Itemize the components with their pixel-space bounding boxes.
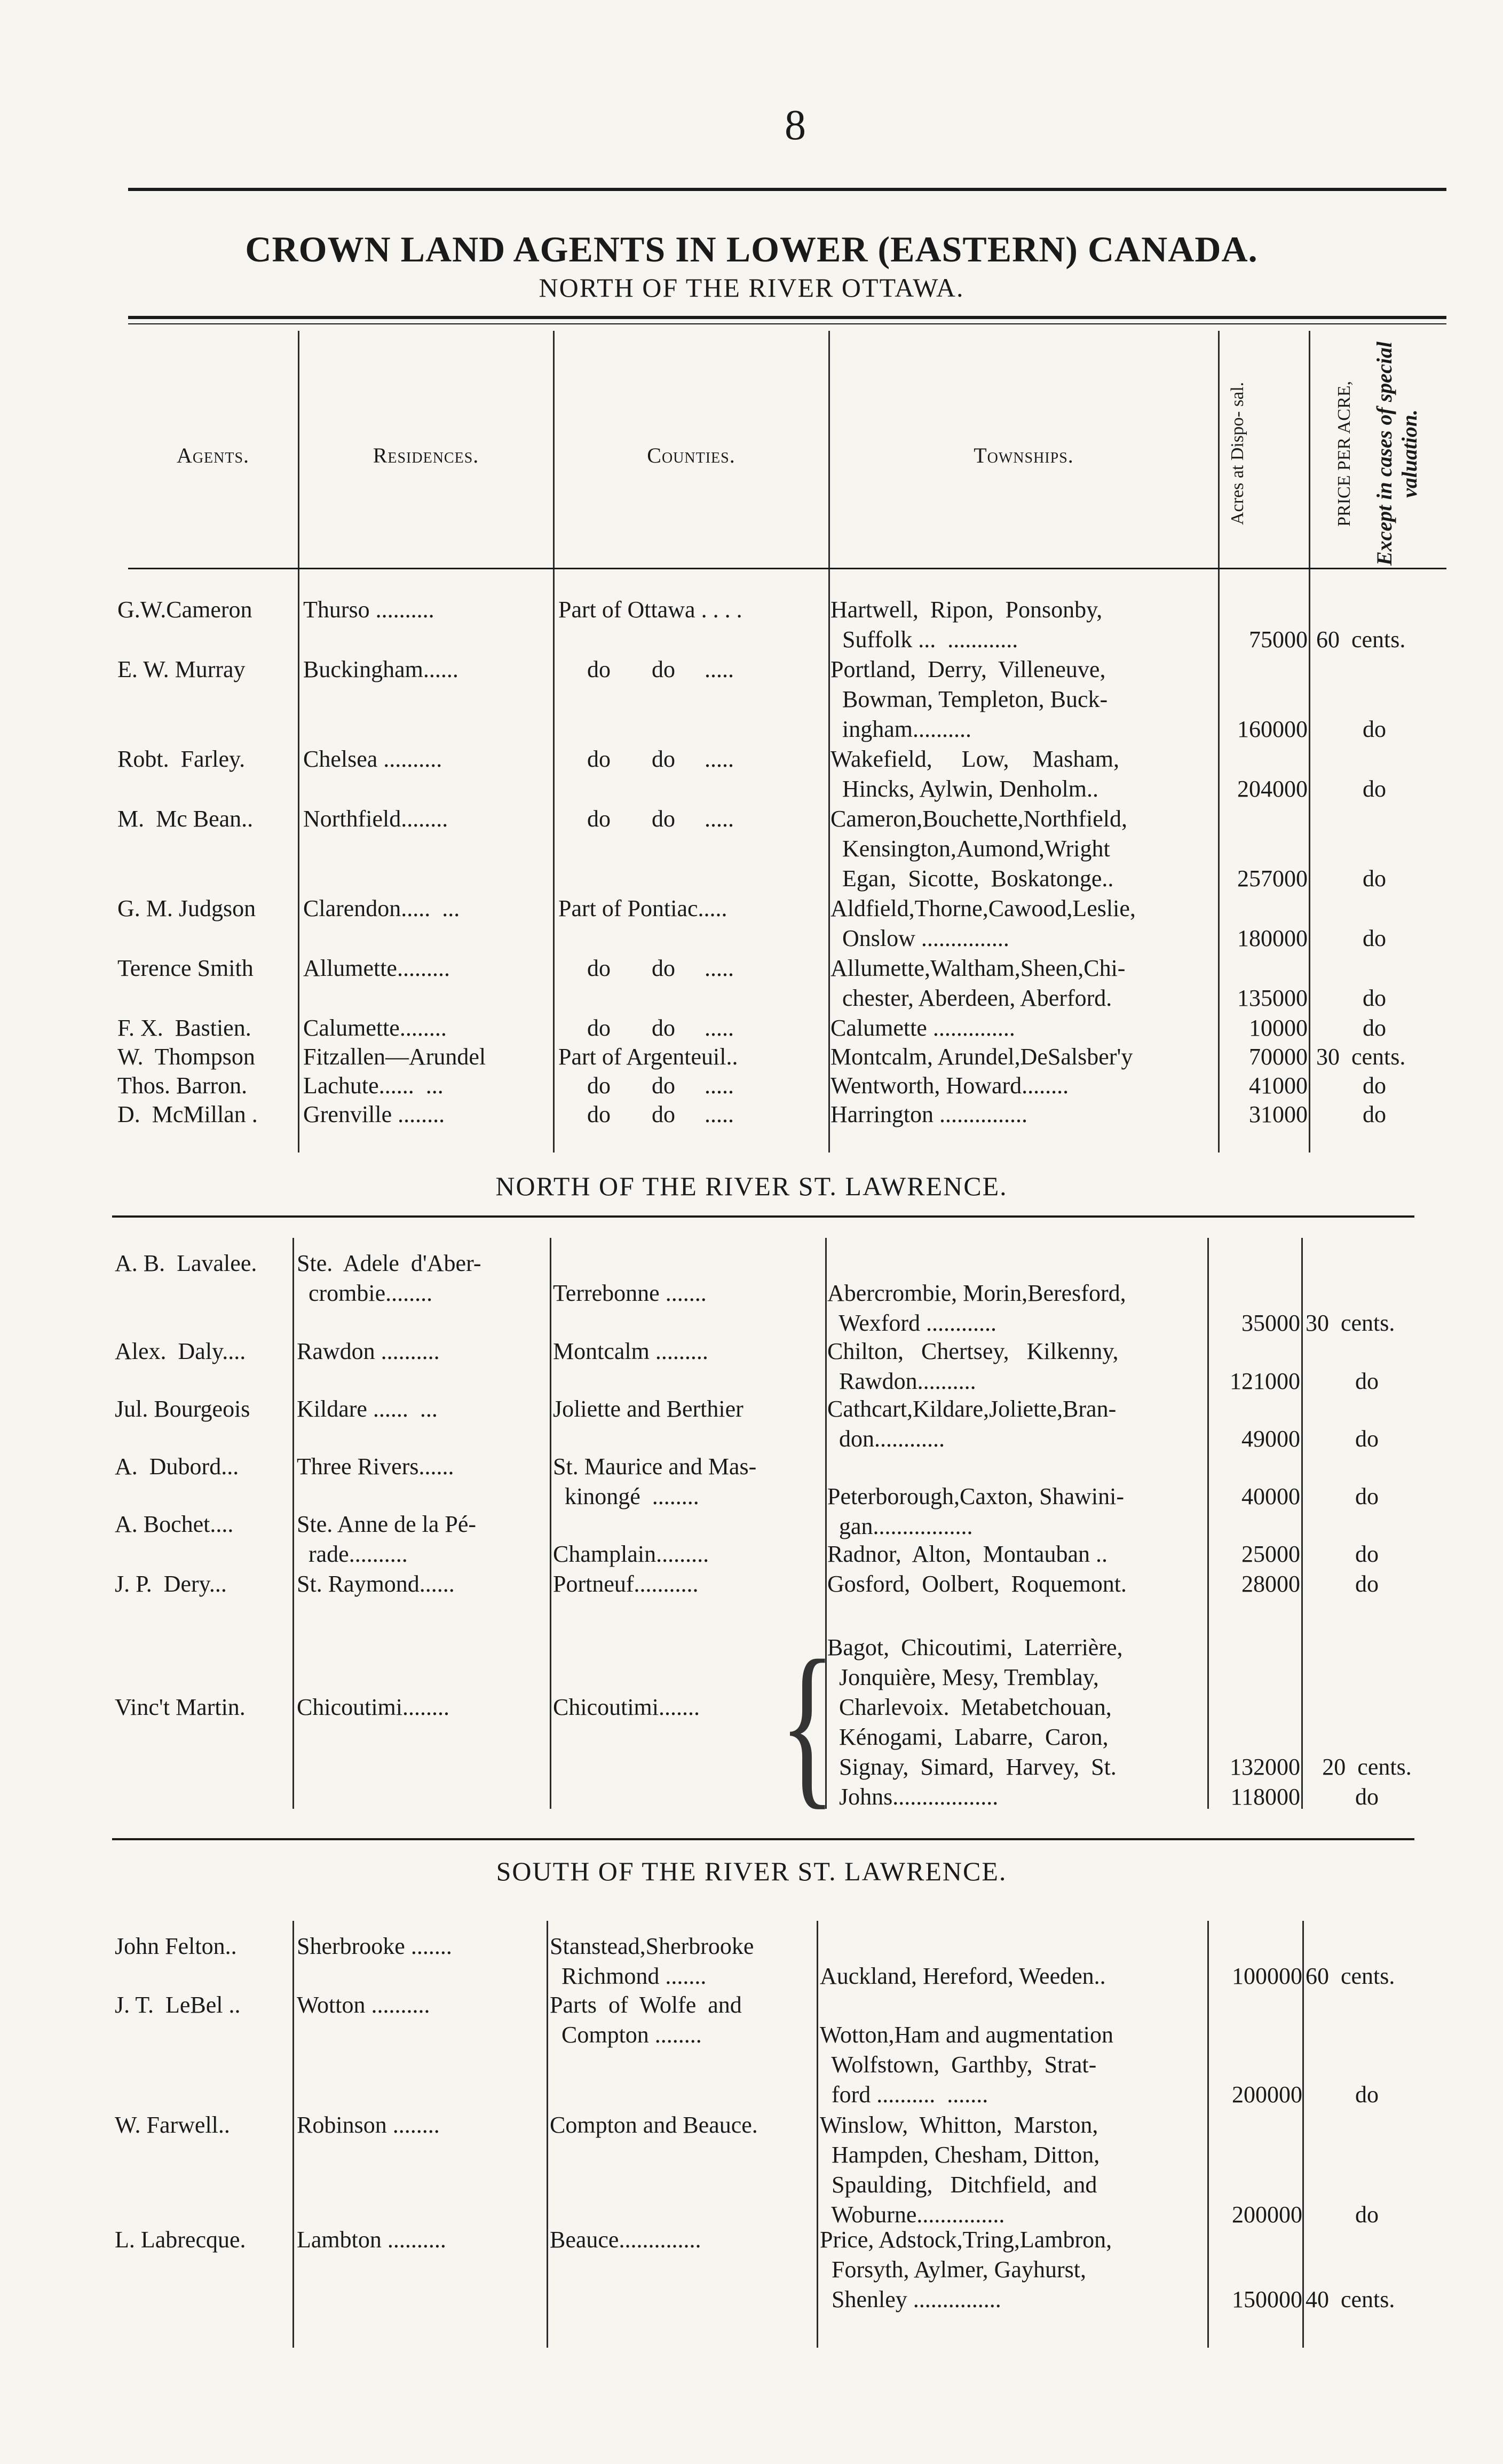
section-3-rule-top [112,1838,1414,1840]
acres-cell: 160000 [1237,716,1308,742]
price-cell: do [1363,1015,1386,1041]
price-cell: 40 cents. [1306,2286,1395,2312]
header-rule-top-thin [128,323,1446,324]
agent-cell: D. McMillan . [117,1101,258,1127]
col-divider-s2-2 [550,1238,551,1809]
acres-cell: 200000 [1232,2081,1302,2108]
table-row [0,2225,1395,2464]
col-divider-s3-5 [1302,1921,1304,2348]
county-cell: St. Maurice and Mas- kinongé ........ [553,1453,757,1509]
brace-icon: { [779,1623,836,1825]
township-cell: Allumette,Waltham,Sheen,Chi- chester, Aberdeen, Aberford. [830,955,1126,1011]
acres-cell: 100000 [1232,1963,1302,1989]
top-rule [128,188,1446,191]
header-rule-top [128,316,1446,319]
header-price-note: Except in cases of special valuation. [1372,341,1421,566]
header-agents: Agents. [176,443,250,467]
price-cell: do [1363,776,1386,802]
residence-cell: Chicoutimi........ [297,1694,449,1720]
township-cell: Auckland, Hereford, Weeden.. [820,1963,1106,1989]
agent-cell: A. B. Lavalee. [115,1250,257,1276]
acres-cell: 31000 [1249,1101,1308,1127]
acres-cell: 75000 [1249,626,1308,653]
agent-cell: John Felton.. [115,1933,237,1959]
county-cell: Compton and Beauce. [550,2112,758,2138]
county-cell: do do ..... [587,955,734,981]
township-cell: Winslow, Whitton, Marston, Hampden, Chesham, Ditton, Spaulding, Ditchfield, and Woburne............... [820,2112,1100,2228]
col-divider-s3-2 [547,1921,548,2348]
county-cell: Part of Pontiac..... [558,895,727,921]
header-acres: Acres at Dispo- sal. [1228,381,1247,526]
residence-cell: Ste. Anne de la Pé- rade.......... [297,1511,477,1567]
price-cell: 30 cents. [1306,1310,1395,1336]
agent-cell: G. M. Judgson [117,895,256,921]
township-cell: Bagot, Chicoutimi, Laterrière, Jonquière, Mesy, Tremblay, Charlevoix. Metabetchouan, Kénogami, Labarre, Caron, Signay, Simard, Harvey, St. Johns.................. [827,1634,1123,1810]
col-divider-s2-4 [1207,1238,1209,1809]
county-cell: do do ..... [587,746,734,772]
township-cell: Harrington ............... [830,1101,1028,1127]
price-cell: do [1355,1426,1379,1452]
county-cell: Beauce.............. [550,2227,701,2253]
township-cell: Abercrombie, Morin,Beresford, Wexford ............ [827,1280,1126,1336]
price-cell: do [1355,1571,1379,1597]
section-2-rule [112,1215,1414,1218]
county-cell: Chicoutimi....... [553,1694,700,1720]
agent-cell: J. T. LeBel .. [115,1992,241,2018]
acres-cell: 180000 [1237,925,1308,951]
township-cell: Price, Adstock,Tring,Lambron, Forsyth, Aylmer, Gayhurst, Shenley ............... [820,2227,1112,2312]
township-cell: Portland, Derry, Villeneuve, Bowman, Templeton, Buck- ingham.......... [830,656,1108,742]
county-cell: Part of Ottawa . . . . [558,597,742,623]
township-cell: Peterborough,Caxton, Shawini- gan................. [827,1483,1125,1539]
agent-cell: A. Dubord... [115,1453,239,1480]
township-cell: Hartwell, Ripon, Ponsonby, Suffolk ... ............ [830,597,1103,653]
residence-cell: Sherbrooke ....... [297,1933,452,1959]
header-townships: Townships. [974,443,1074,467]
acres-cell: 121000 [1230,1368,1300,1394]
header-rule-bottom [128,568,1446,569]
acres-cell: 40000 [1241,1483,1300,1509]
acres-cell: 135000 [1237,985,1308,1011]
township-cell: Cameron,Bouchette,Northfield, Kensington,Aumond,Wright Egan, Sicotte, Boskatonge.. [830,806,1127,892]
residence-cell: Robinson ........ [297,2112,440,2138]
township-cell: Chilton, Chertsey, Kilkenny, Rawdon.......... [827,1338,1119,1394]
county-cell: do do ..... [587,1101,734,1127]
agent-cell: A. Bochet.... [115,1511,234,1537]
residence-cell: Rawdon .......... [297,1338,440,1364]
county-cell: Joliette and Berthier [553,1396,743,1422]
township-cell: Aldfield,Thorne,Cawood,Leslie, Onslow ............... [830,895,1136,951]
residence-cell: Lambton .......... [297,2227,446,2253]
header-counties: Counties. [647,443,735,467]
county-cell: Portneuf........... [553,1571,699,1597]
county-cell: Stanstead,Sherbrooke Richmond ....... [550,1933,754,1989]
price-cell: do [1355,2081,1379,2108]
county-cell: do do ..... [587,1015,734,1041]
agent-cell: E. W. Murray [117,656,246,682]
section-title-north-st-lawrence: NORTH OF THE RIVER ST. LAWRENCE. [495,1171,1008,1201]
county-cell: Part of Argenteuil.. [558,1044,738,1070]
residence-cell: Wotton .......... [297,1992,430,2018]
township-cell: Calumette .............. [830,1015,1015,1041]
price-cell: do [1355,1368,1379,1394]
county-cell: do do ..... [587,806,734,832]
price-cell: do [1363,985,1386,1011]
col-divider-s3-3 [817,1921,818,2348]
price-cell: do [1355,1483,1379,1509]
price-cell: do [1355,1541,1379,1567]
acres-cell: 25000 [1241,1541,1300,1567]
township-cell: Montcalm, Arundel,DeSalsber'y [830,1044,1133,1070]
agent-cell: M. Mc Bean.. [117,806,254,832]
agent-cell: W. Thompson [117,1044,255,1070]
county-cell: Montcalm ......... [553,1338,708,1364]
county-cell: Champlain......... [553,1541,709,1567]
agent-cell: Robt. Farley. [117,746,246,772]
header-residences: Residences. [373,443,479,467]
residence-cell: Thurso .......... [303,597,434,623]
col-divider-s2-1 [292,1238,294,1809]
section-title-south-st-lawrence: SOUTH OF THE RIVER ST. LAWRENCE. [496,1856,1007,1886]
residence-cell: Grenville ........ [303,1101,445,1127]
township-cell: Cathcart,Kildare,Joliette,Bran- don............ [827,1396,1117,1452]
county-cell: Terrebonne ....... [553,1280,707,1306]
acres-cell: 257000 [1237,865,1308,892]
agent-cell: L. Labrecque. [115,2227,246,2253]
col-divider-s2-5 [1301,1238,1303,1809]
agent-cell: G.W.Cameron [117,597,252,623]
residence-cell: St. Raymond...... [297,1571,455,1597]
header-price: PRICE PER ACRE, [1334,380,1354,527]
col-divider-4 [1218,331,1220,1152]
agent-cell: Jul. Bourgeois [115,1396,250,1422]
page-number: 8 [785,102,806,149]
township-cell: Wotton,Ham and augmentation Wolfstown, Garthby, Strat- ford .......... ....... [820,2022,1113,2108]
county-cell: do do ..... [587,1072,734,1099]
price-cell: 20 cents. do [1322,1754,1412,1810]
county-cell: do do ..... [587,656,734,682]
page-title: CROWN LAND AGENTS IN LOWER (EASTERN) CANADA. [245,229,1258,269]
price-cell: do [1363,925,1386,951]
residence-cell: Kildare ...... ... [297,1396,438,1422]
residence-cell: Clarendon..... ... [303,895,460,921]
col-divider-5 [1309,331,1310,1152]
price-cell: 60 cents. [1316,626,1406,653]
price-cell: 30 cents. [1316,1044,1406,1070]
residence-cell: Calumette........ [303,1015,447,1041]
agent-cell: F. X. Bastien. [117,1015,251,1041]
price-cell: 60 cents. [1306,1963,1395,1989]
county-cell: Parts of Wolfe and Compton ........ [550,1992,742,2048]
price-cell: do [1363,865,1386,892]
acres-cell: 150000 [1232,2286,1302,2312]
residence-cell: Northfield........ [303,806,448,832]
price-cell: do [1363,716,1386,742]
agent-cell: J. P. Dery... [115,1571,227,1597]
col-divider-s3-4 [1207,1921,1209,2348]
price-cell: do [1363,1072,1386,1099]
acres-cell: 200000 [1232,2201,1302,2228]
residence-cell: Three Rivers...... [297,1453,454,1480]
residence-cell: Chelsea .......... [303,746,442,772]
acres-cell: 49000 [1241,1426,1300,1452]
agent-cell: Alex. Daly.... [115,1338,246,1364]
acres-cell: 35000 [1241,1310,1300,1336]
residence-cell: Ste. Adele d'Aber- crombie........ [297,1250,481,1306]
acres-cell: 28000 [1241,1571,1300,1597]
agent-cell: Thos. Barron. [117,1072,248,1099]
residence-cell: Buckingham...... [303,656,458,682]
agent-cell: Terence Smith [117,955,254,981]
residence-cell: Lachute...... ... [303,1072,444,1099]
township-cell: Wentworth, Howard........ [830,1072,1069,1099]
agent-cell: Vinc't Martin. [115,1694,246,1720]
agent-cell: W. Farwell.. [115,2112,230,2138]
residence-cell: Allumette......... [303,955,450,981]
page-subtitle: NORTH OF THE RIVER OTTAWA. [539,273,964,303]
acres-cell: 10000 [1249,1015,1308,1041]
residence-cell: Fitzallen—Arundel [303,1044,486,1070]
township-cell: Gosford, Oolbert, Roquemont. [827,1571,1127,1597]
acres-cell: 41000 [1249,1072,1308,1099]
acres-cell: 204000 [1237,776,1308,802]
township-cell: Wakefield, Low, Masham, Hincks, Aylwin, Denholm.. [830,746,1120,802]
acres-cell: 132000 118000 [1230,1754,1300,1810]
price-cell: do [1363,1101,1386,1127]
acres-cell: 70000 [1249,1044,1308,1070]
price-cell: do [1355,2201,1379,2228]
township-cell: Radnor, Alton, Montauban .. [827,1541,1108,1567]
col-divider-s3-1 [292,1921,294,2348]
